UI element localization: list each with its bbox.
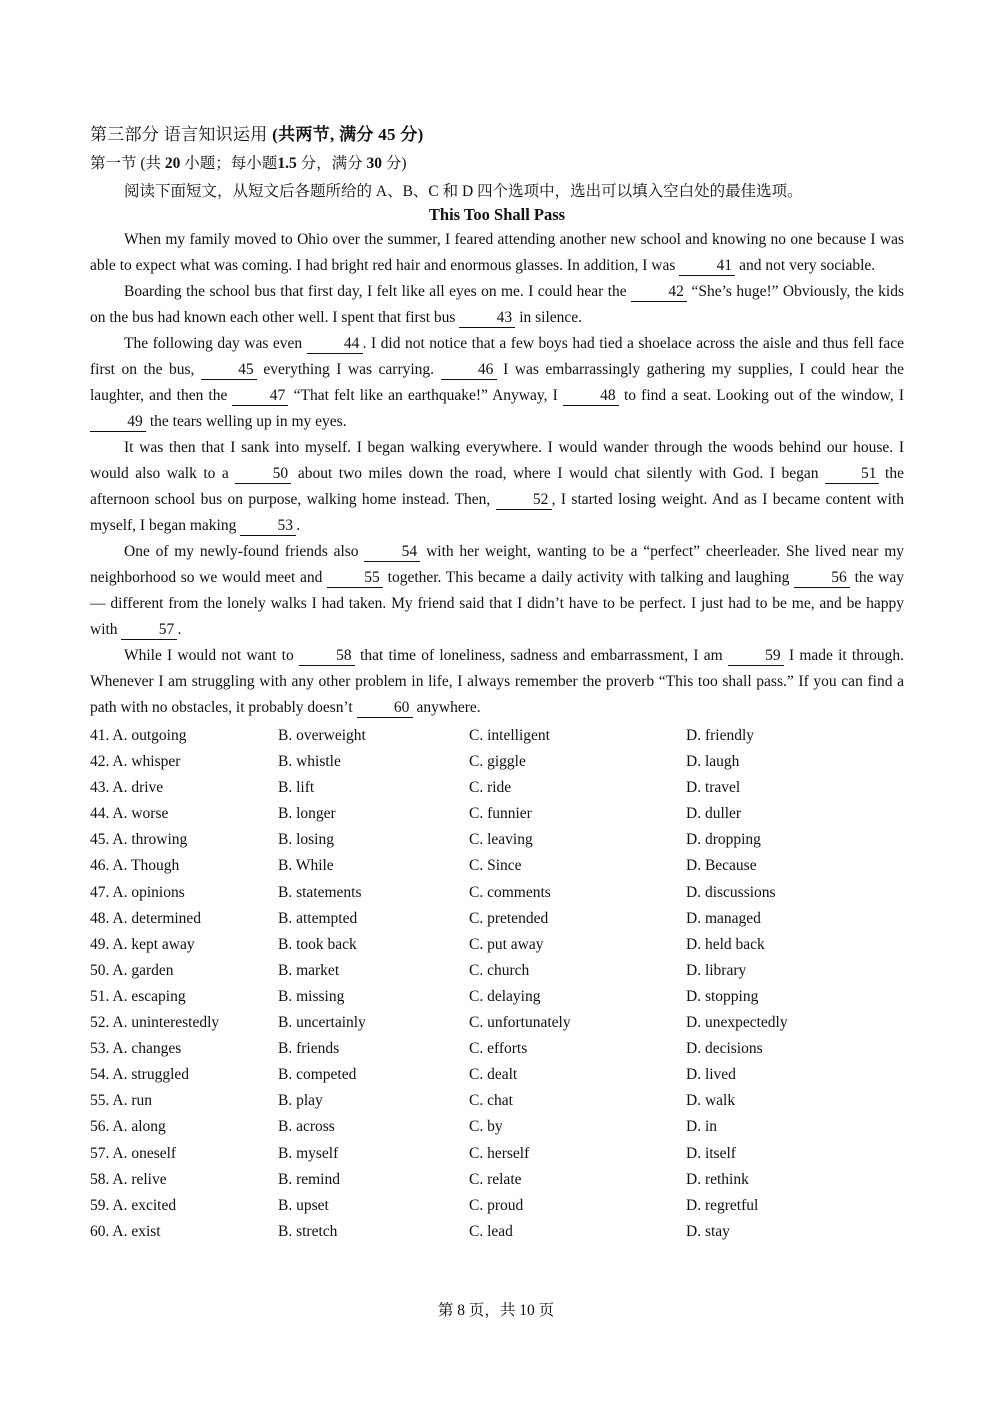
option-b[interactable]: B. market: [278, 961, 340, 979]
option-a[interactable]: 57. A. oneself: [90, 1144, 177, 1162]
option-d[interactable]: D. stay: [686, 1222, 730, 1240]
blank-54[interactable]: 54: [364, 543, 420, 562]
option-c[interactable]: C. efforts: [469, 1040, 528, 1058]
option-d[interactable]: D. Because: [686, 857, 757, 875]
option-d[interactable]: D. stopping: [686, 987, 759, 1005]
blank-44[interactable]: 44: [307, 335, 363, 354]
passage-title: This Too Shall Pass: [428, 205, 566, 224]
option-b[interactable]: B. missing: [278, 987, 345, 1005]
question-row-50: [90, 958, 904, 984]
question-row-52: [90, 1010, 904, 1036]
blank-56[interactable]: 56: [794, 569, 850, 588]
question-row-54: [90, 1062, 904, 1088]
option-d[interactable]: D. discussions: [686, 883, 776, 901]
option-b[interactable]: B. upset: [278, 1196, 329, 1214]
option-c[interactable]: C. delaying: [469, 987, 541, 1005]
section-text: 小题；每小题: [184, 155, 278, 172]
option-a[interactable]: 53. A. changes: [90, 1040, 182, 1058]
blank-46[interactable]: 46: [441, 361, 497, 380]
option-b[interactable]: B. lift: [278, 779, 315, 797]
option-c[interactable]: C. comments: [469, 883, 551, 901]
option-c[interactable]: C. unfortunately: [469, 1014, 571, 1032]
option-a[interactable]: 42. A. whisper: [90, 753, 181, 771]
option-d[interactable]: D. held back: [686, 935, 765, 953]
option-d[interactable]: D. travel: [686, 779, 741, 797]
option-b[interactable]: B. across: [278, 1118, 335, 1136]
blank-55[interactable]: 55: [327, 569, 383, 588]
option-a[interactable]: 58. A. relive: [90, 1170, 167, 1188]
blank-50[interactable]: 50: [235, 465, 291, 484]
option-d[interactable]: D. dropping: [686, 831, 761, 849]
points-each: 1.5: [277, 155, 297, 172]
section-text: 分，满分: [300, 155, 363, 172]
option-d[interactable]: D. itself: [686, 1144, 736, 1162]
option-b[interactable]: B. myself: [278, 1144, 339, 1162]
option-b[interactable]: B. While: [278, 857, 334, 875]
option-c[interactable]: C. lead: [469, 1222, 513, 1240]
option-b[interactable]: B. longer: [278, 805, 336, 823]
option-a[interactable]: 47. A. opinions: [90, 883, 185, 901]
directions: 阅读下面短文，从短文后各题所给的 A、B、C 和 D 四个选项中，选出可以填入空白处的最佳选项。: [124, 183, 803, 200]
section-label: 第一节 (共: [90, 155, 162, 172]
option-d[interactable]: D. unexpectedly: [686, 1014, 788, 1032]
option-d[interactable]: D. library: [686, 961, 747, 979]
blank-59[interactable]: 59: [728, 647, 784, 666]
paragraph-5: One of my newly-found friends also 54 with her weight, wanting to be a “perfect” cheerleader. She lived near my neighborhood so we would meet and 55 together. This became a daily activity with talking and laughing 56 the way — different from the lonely walks I had taken. My friend said that I didn’t have to be perfect. I just had to be me, and be happy with 57 .: [90, 543, 904, 638]
option-c[interactable]: C. giggle: [469, 753, 526, 771]
option-c[interactable]: C. herself: [469, 1144, 530, 1162]
question-row-48: [90, 906, 904, 932]
blank-57[interactable]: 57: [121, 621, 177, 640]
option-b[interactable]: B. statements: [278, 883, 362, 901]
blank-48[interactable]: 48: [563, 387, 619, 406]
answer-options: [90, 723, 904, 1245]
blank-49[interactable]: 49: [90, 413, 146, 432]
option-a[interactable]: 51. A. escaping: [90, 987, 186, 1005]
option-a[interactable]: 59. A. excited: [90, 1196, 177, 1214]
blank-42[interactable]: 42: [631, 283, 687, 302]
option-d[interactable]: D. in: [686, 1118, 717, 1136]
part-label: 第三部分 语言知识运用: [90, 125, 268, 144]
blank-45[interactable]: 45: [201, 361, 257, 380]
question-row-51: [90, 984, 904, 1010]
question-row-49: [90, 932, 904, 958]
option-c[interactable]: C. church: [469, 961, 530, 979]
blank-47[interactable]: 47: [232, 387, 288, 406]
question-row-59: [90, 1193, 904, 1219]
option-a[interactable]: 52. A. uninterestedly: [90, 1014, 220, 1032]
option-d[interactable]: D. lived: [686, 1066, 736, 1084]
question-row-55: [90, 1088, 904, 1114]
option-b[interactable]: B. losing: [278, 831, 334, 849]
option-c[interactable]: C. put away: [469, 935, 544, 953]
option-a[interactable]: 41. A. outgoing: [90, 727, 187, 744]
option-d[interactable]: D. friendly: [686, 727, 755, 744]
question-count: 20: [164, 155, 181, 172]
option-c[interactable]: C. proud: [469, 1196, 524, 1214]
option-b[interactable]: B. whistle: [278, 753, 341, 771]
option-a[interactable]: 54. A. struggled: [90, 1066, 190, 1084]
option-a[interactable]: 56. A. along: [90, 1118, 166, 1136]
question-row-45: [90, 827, 904, 853]
question-row-53: [90, 1036, 904, 1062]
option-a[interactable]: 48. A. determined: [90, 909, 202, 927]
blank-60[interactable]: 60: [357, 699, 413, 718]
option-c[interactable]: C. relate: [469, 1170, 522, 1188]
option-c[interactable]: C. dealt: [469, 1066, 518, 1084]
section-text: 分): [385, 155, 407, 172]
option-b[interactable]: B. play: [278, 1092, 323, 1110]
option-a[interactable]: 45. A. throwing: [90, 831, 188, 849]
blank-58[interactable]: 58: [299, 647, 355, 666]
question-row-43: [90, 775, 904, 801]
blank-43[interactable]: 43: [459, 309, 515, 328]
option-d[interactable]: D. rethink: [686, 1170, 749, 1188]
option-b[interactable]: B. took back: [278, 935, 357, 953]
option-c[interactable]: C. ride: [469, 779, 512, 797]
option-d[interactable]: D. regretful: [686, 1196, 759, 1214]
question-row-41: [90, 723, 904, 749]
paragraph-6: While I would not want to 58 that time of loneliness, sadness and embarrassment, I am 59 I made it through. Whenever I am struggling with any other problem in life, I always remember the proverb “This too shall pass.” If you can find a path with no obstacles, it probably doesn’t 60 anywhere.: [90, 647, 905, 716]
option-d[interactable]: D. decisions: [686, 1040, 763, 1058]
page-footer: 第 8 页，共 10 页: [437, 1302, 555, 1319]
paragraph-1: When my family moved to Ohio over the summer, I feared attending another new school and knowing no one because I was able to expect what was coming. I had bright red hair and enormous glasses. In addition, I was 41 and not very sociable.: [90, 231, 904, 274]
option-b[interactable]: B. remind: [278, 1170, 340, 1188]
question-row-58: [90, 1167, 904, 1193]
option-d[interactable]: D. laugh: [686, 753, 740, 771]
option-a[interactable]: 44. A. worse: [90, 805, 169, 823]
option-b[interactable]: B. uncertainly: [278, 1014, 366, 1032]
option-a[interactable]: 60. A. exist: [90, 1222, 161, 1240]
option-c[interactable]: C. leaving: [469, 831, 533, 849]
option-b[interactable]: B. friends: [278, 1040, 340, 1058]
paragraph-3: The following day was even 44 . I did not notice that a few boys had tied a shoelace across the aisle and thus fell face first on the bus, 45 everything I was carrying. 46 I was embarrassingly gathering my supplies, I could hear the laughter, and then the 47 “That felt like an earthquake!” Anyway, I 48 to find a seat. Looking out of the window, I 49 the tears welling up in my eyes.: [90, 335, 905, 430]
option-a[interactable]: 46. A. Though: [90, 857, 180, 875]
option-a[interactable]: 55. A. run: [90, 1092, 152, 1110]
option-a[interactable]: 43. A. drive: [90, 779, 164, 797]
question-row-47: [90, 880, 904, 906]
option-b[interactable]: B. stretch: [278, 1222, 338, 1240]
paragraph-4: It was then that I sank into myself. I began walking everywhere. I would wander through the woods behind our house. I would also walk to a 50 about two miles down the road, where I would chat silently with God. I began 51 the afternoon school bus on purpose, walking home instead. Then, 52 , I started losing weight. And as I became content with myself, I began making 53 .: [90, 439, 904, 534]
exam-page: [90, 120, 904, 1245]
option-c[interactable]: C. chat: [469, 1092, 513, 1110]
blank-41[interactable]: 41: [679, 257, 735, 276]
option-d[interactable]: D. walk: [686, 1092, 736, 1110]
question-row-57: [90, 1141, 904, 1167]
option-a[interactable]: 49. A. kept away: [90, 935, 195, 953]
paragraph-2: Boarding the school bus that first day, I felt like all eyes on me. I could hear the 42 “She’s huge!” Obviously, the kids on the bus had known each other well. I spent that first bus 43 in silence.: [90, 283, 904, 326]
option-d[interactable]: D. managed: [686, 909, 761, 927]
question-row-60: [90, 1219, 904, 1245]
option-c[interactable]: C. funnier: [469, 805, 532, 823]
question-row-42: [90, 749, 904, 775]
option-d[interactable]: D. duller: [686, 805, 742, 823]
option-c[interactable]: C. Since: [469, 857, 522, 875]
option-c[interactable]: C. by: [469, 1118, 503, 1136]
option-b[interactable]: B. attempted: [278, 909, 358, 927]
question-row-44: [90, 801, 904, 827]
question-row-46: [90, 853, 904, 879]
blank-53[interactable]: 53: [240, 517, 296, 536]
total-points: 30: [366, 155, 382, 172]
blank-51[interactable]: 51: [825, 465, 879, 484]
option-b[interactable]: B. competed: [278, 1066, 357, 1084]
part-score: (共两节, 满分 45 分): [272, 125, 424, 144]
option-c[interactable]: C. intelligent: [469, 727, 550, 744]
option-a[interactable]: 50. A. garden: [90, 961, 174, 979]
option-c[interactable]: C. pretended: [469, 909, 549, 927]
section-heading: [90, 151, 904, 173]
option-b[interactable]: B. overweight: [278, 727, 366, 744]
question-row-56: [90, 1114, 904, 1140]
part-heading: [90, 120, 904, 145]
blank-52[interactable]: 52: [496, 491, 552, 510]
